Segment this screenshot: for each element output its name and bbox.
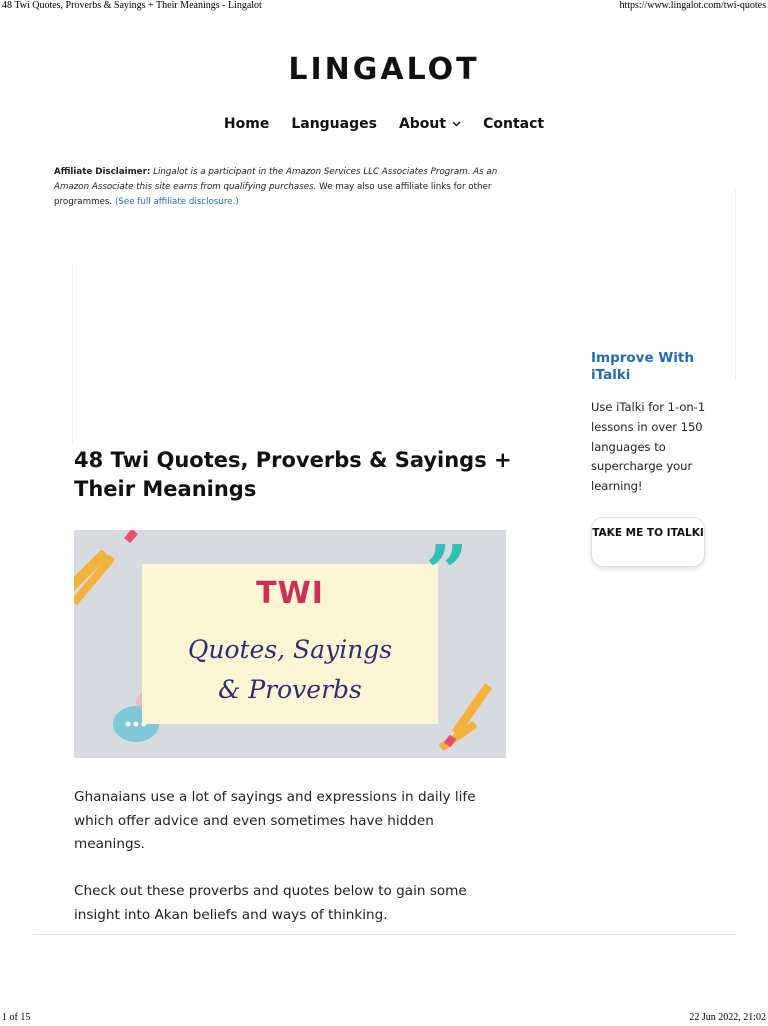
hero-subtitle-line1: Quotes, Sayings [187,635,393,664]
disclaimer-label: Affiliate Disclaimer: [54,167,151,177]
nav-home[interactable]: Home [223,116,270,132]
take-me-to-italki-button[interactable]: TAKE ME TO ITALKI [591,517,705,567]
disclaimer-text: We may also use affiliate links for other programmes. [54,182,492,207]
main-nav [0,116,768,132]
quote-mark-icon: ” [425,530,468,616]
chevron-down-icon [452,119,461,130]
nav-contact[interactable]: Contact [483,116,545,132]
print-timestamp: 22 Jun 2022, 21:02 [689,1012,766,1023]
nav-about-label: About [398,116,447,132]
print-header-title: 48 Twi Quotes, Proverbs & Sayings + Their Meanings - Lingalot [2,0,262,11]
page-count: 1 of 15 [2,1012,31,1023]
hero-subtitle [74,630,506,710]
divider [34,934,736,935]
article-title: 48 Twi Quotes, Proverbs & Sayings + Their Meanings [74,448,512,501]
intro-paragraph-2: Check out these proverbs and quotes below to gain some insight into Akan beliefs and ways of thinking. [74,883,467,923]
sidebar-title: Improve With iTalki [591,350,694,383]
hero-heading: TWI [256,576,324,611]
affiliate-disclaimer [54,165,504,210]
hero-image [74,530,506,758]
nav-about[interactable] [399,116,461,132]
disclosure-link[interactable]: (See full affiliate disclosure.) [114,197,239,207]
sidebar-text: Use iTalki for 1-on-1 lessons in over 150 languages to supercharge your learning! [591,400,706,494]
print-header [0,0,768,14]
intro-paragraph: Ghanaians use a lot of sayings and expressions in daily life which offer advice and even sometimes have hidden meanings. [74,789,476,852]
nav-languages[interactable]: Languages [291,116,377,132]
print-header-url: https://www.lingalot.com/twi-quotes [619,0,766,11]
hero-subtitle-line2: & Proverbs [218,675,362,704]
disclaimer-italic-text: Lingalot is a participant in the Amazon Services LLC Associates Program. As an Amazon Associate this site earns from qualifying purchases. [54,167,498,192]
divider [72,265,73,445]
site-logo[interactable]: LINGALOT [288,52,480,87]
divider [735,190,736,380]
